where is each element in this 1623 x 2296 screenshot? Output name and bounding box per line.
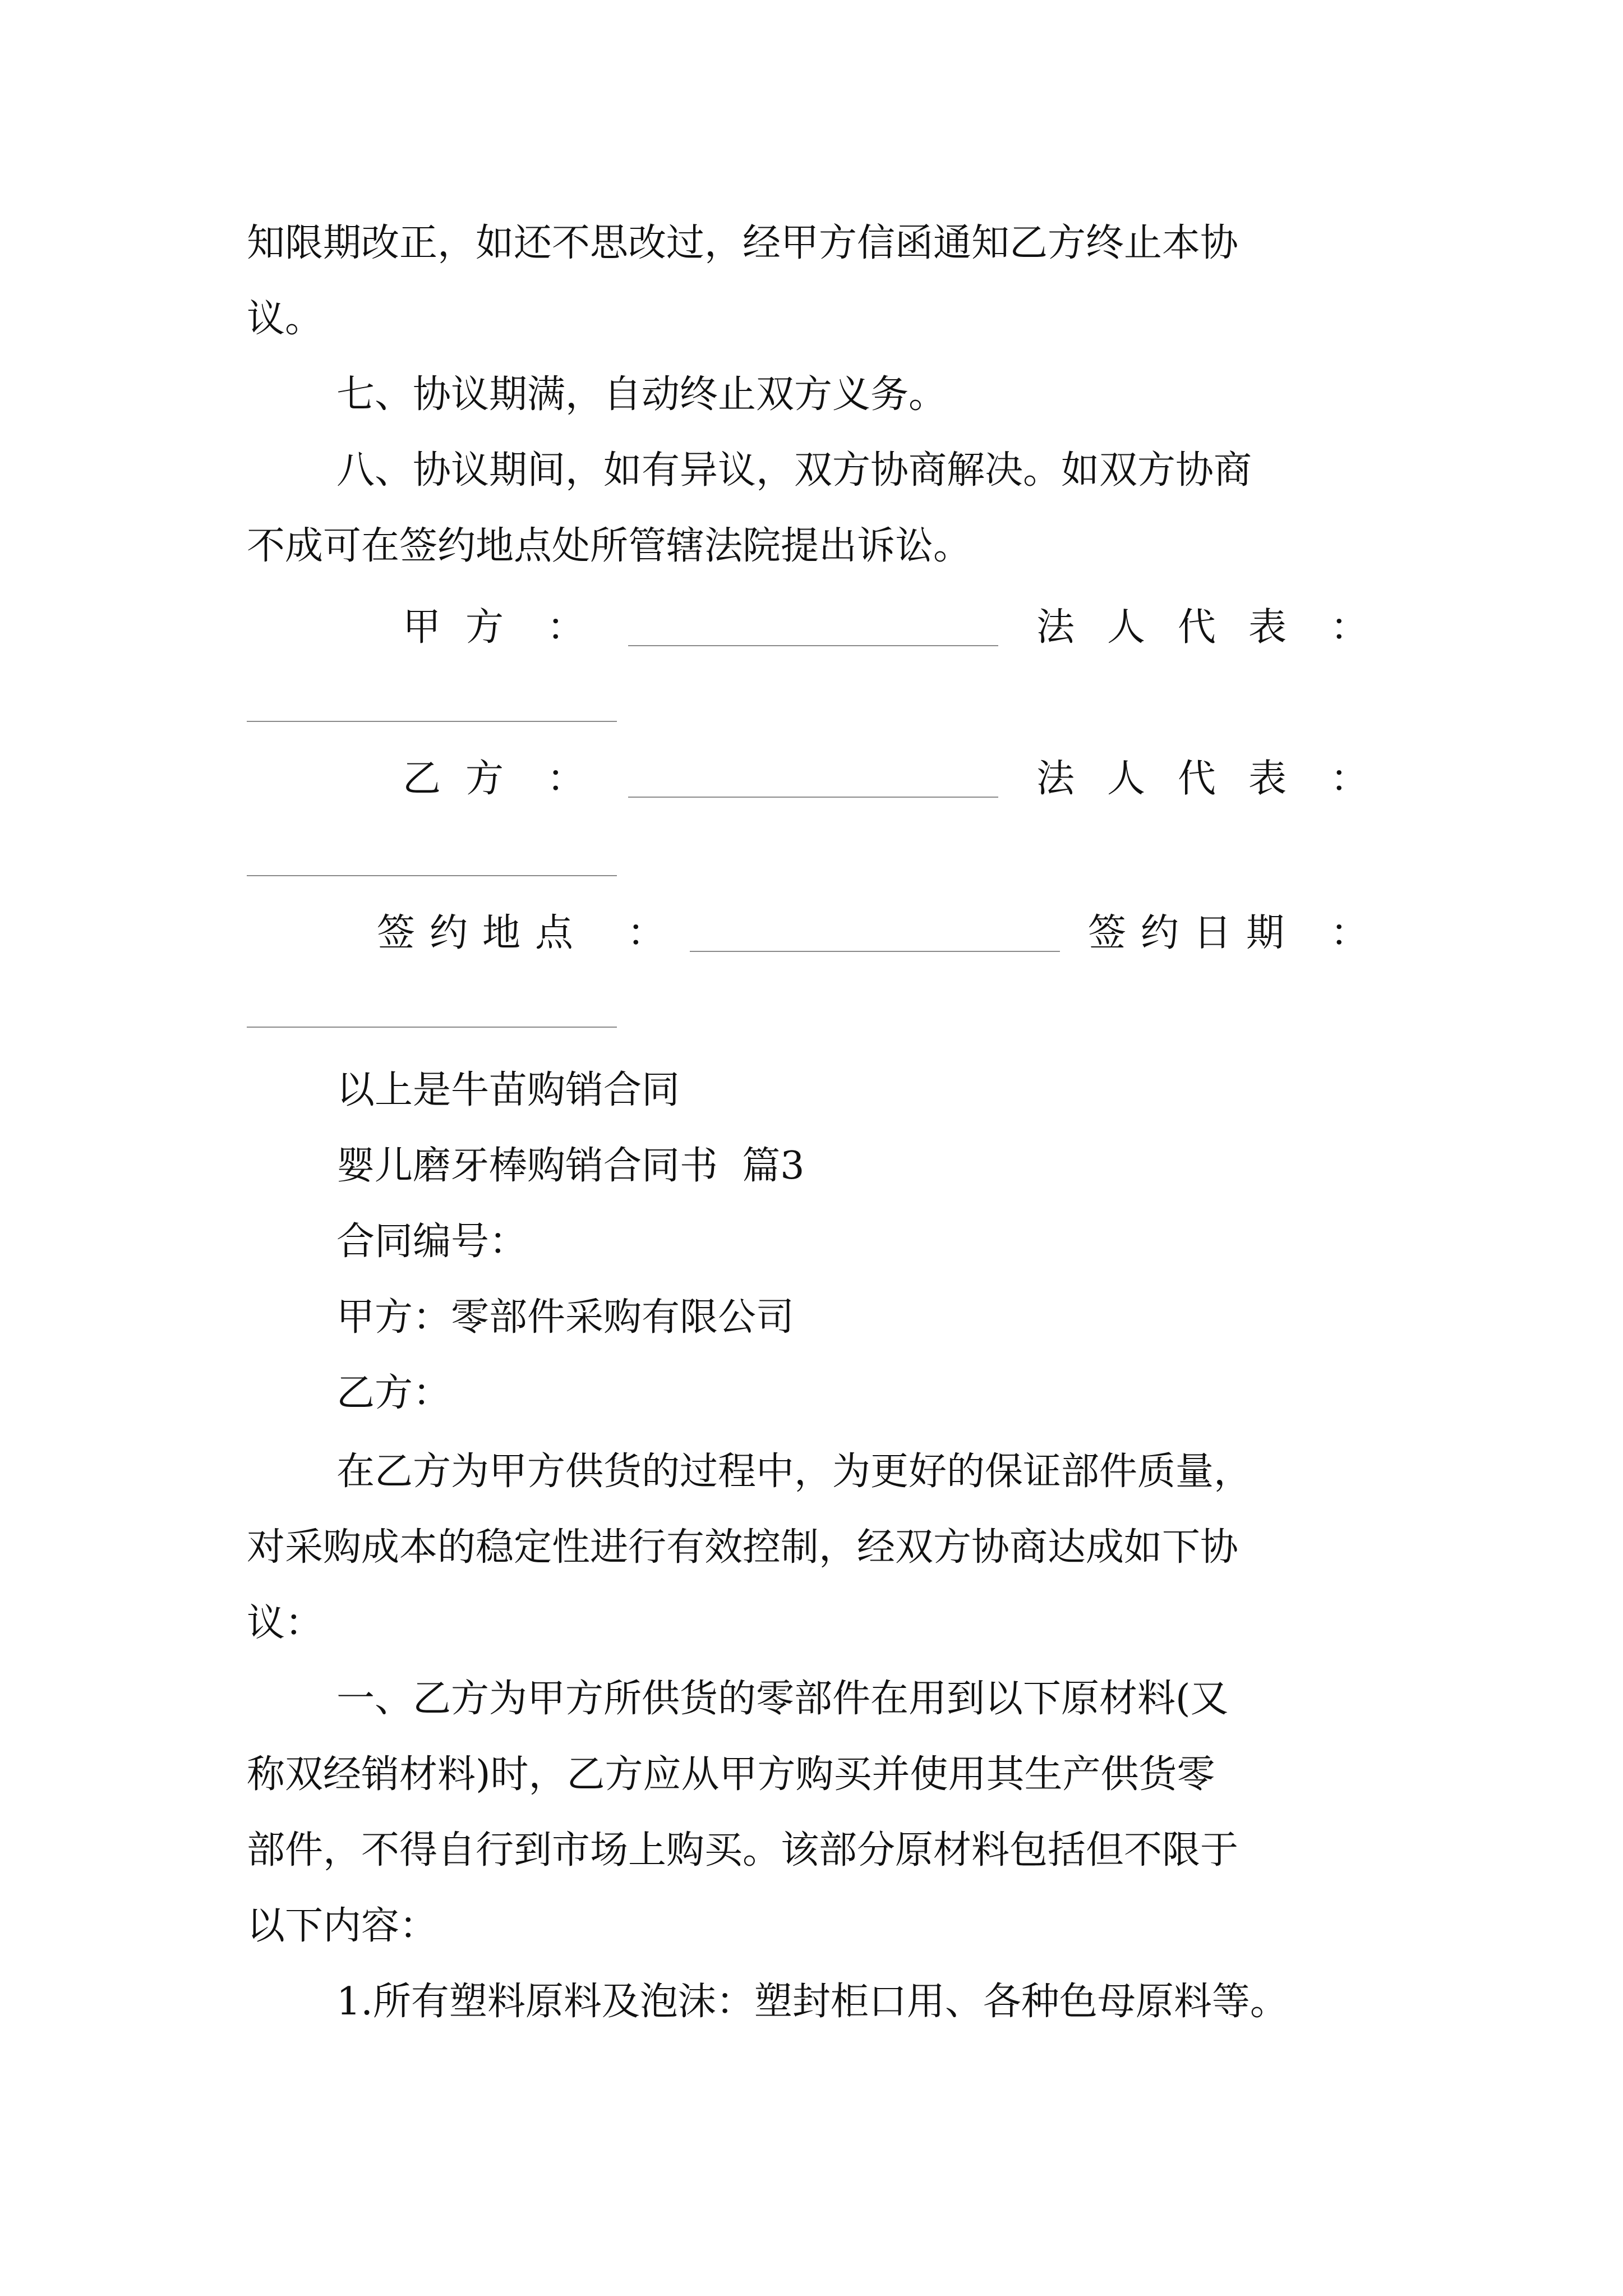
intro-line: 对采购成本的稳定性进行有效控制，经双方协商达成如下协 [247,1525,1239,1570]
party-b-rep-label: 法人代表 [1036,757,1320,801]
clause-8-line: 不成可在签约地点处所管辖法院提出诉讼。 [247,524,972,568]
party-b-info: 乙方： [336,1371,451,1415]
party-a-rep-colon: ： [1330,605,1369,650]
intro-line: 在乙方为甲方供货的过程中，为更好的保证部件质量， [336,1450,1252,1494]
party-a-colon: ： [547,605,585,650]
clause-1-line: 称双经销材料)时，乙方应从甲方购买并使用其生产供货零 [247,1752,1215,1797]
party-a-label: 甲方 [403,605,529,650]
party-a-rep-label: 法人代表 [1036,605,1320,650]
clause-1-line: 以下内容： [247,1904,438,1948]
summary-line: 以上是牛苗购销合同 [336,1068,680,1112]
party-b-colon: ： [547,757,585,801]
paragraph-line: 议。 [247,297,324,341]
party-b-signature-line[interactable] [628,797,998,798]
contract-number-label: 合同编号： [336,1220,528,1264]
section-title: 婴儿磨牙棒购销合同书 篇3 [336,1144,805,1188]
clause-7: 七、协议期满，自动终止双方义务。 [336,372,947,417]
party-a-rep-signature-line[interactable] [247,721,617,722]
party-b-label: 乙方 [403,757,529,801]
party-b-rep-colon: ： [1330,757,1369,801]
clause-8-line: 八、协议期间，如有异议，双方协商解决。如双方协商 [336,448,1252,493]
clause-1-line: 一、乙方为甲方所供货的零部件在用到以下原材料(又 [336,1677,1229,1721]
signing-place-label: 签约地点 [377,911,588,955]
signing-date-colon: ： [1330,911,1369,955]
signing-date-label: 签约日期 [1088,911,1299,955]
paragraph-line: 知限期改正，如还不思改过，经甲方信函通知乙方终止本协 [247,221,1239,265]
signing-place-line[interactable] [690,951,1060,952]
signing-place-colon: ： [627,911,666,955]
list-item-1: 1.所有塑料原料及泡沫：塑封柜口用、各种色母原料等。 [336,1980,1288,2024]
intro-line: 议： [247,1601,324,1645]
clause-1-line: 部件，不得自行到市场上购买。该部分原材料包括但不限于 [247,1828,1239,1872]
signing-date-line[interactable] [247,1027,617,1028]
party-b-rep-signature-line[interactable] [247,875,617,876]
party-a-info: 甲方：零部件采购有限公司 [336,1295,795,1340]
party-a-signature-line[interactable] [628,645,998,646]
